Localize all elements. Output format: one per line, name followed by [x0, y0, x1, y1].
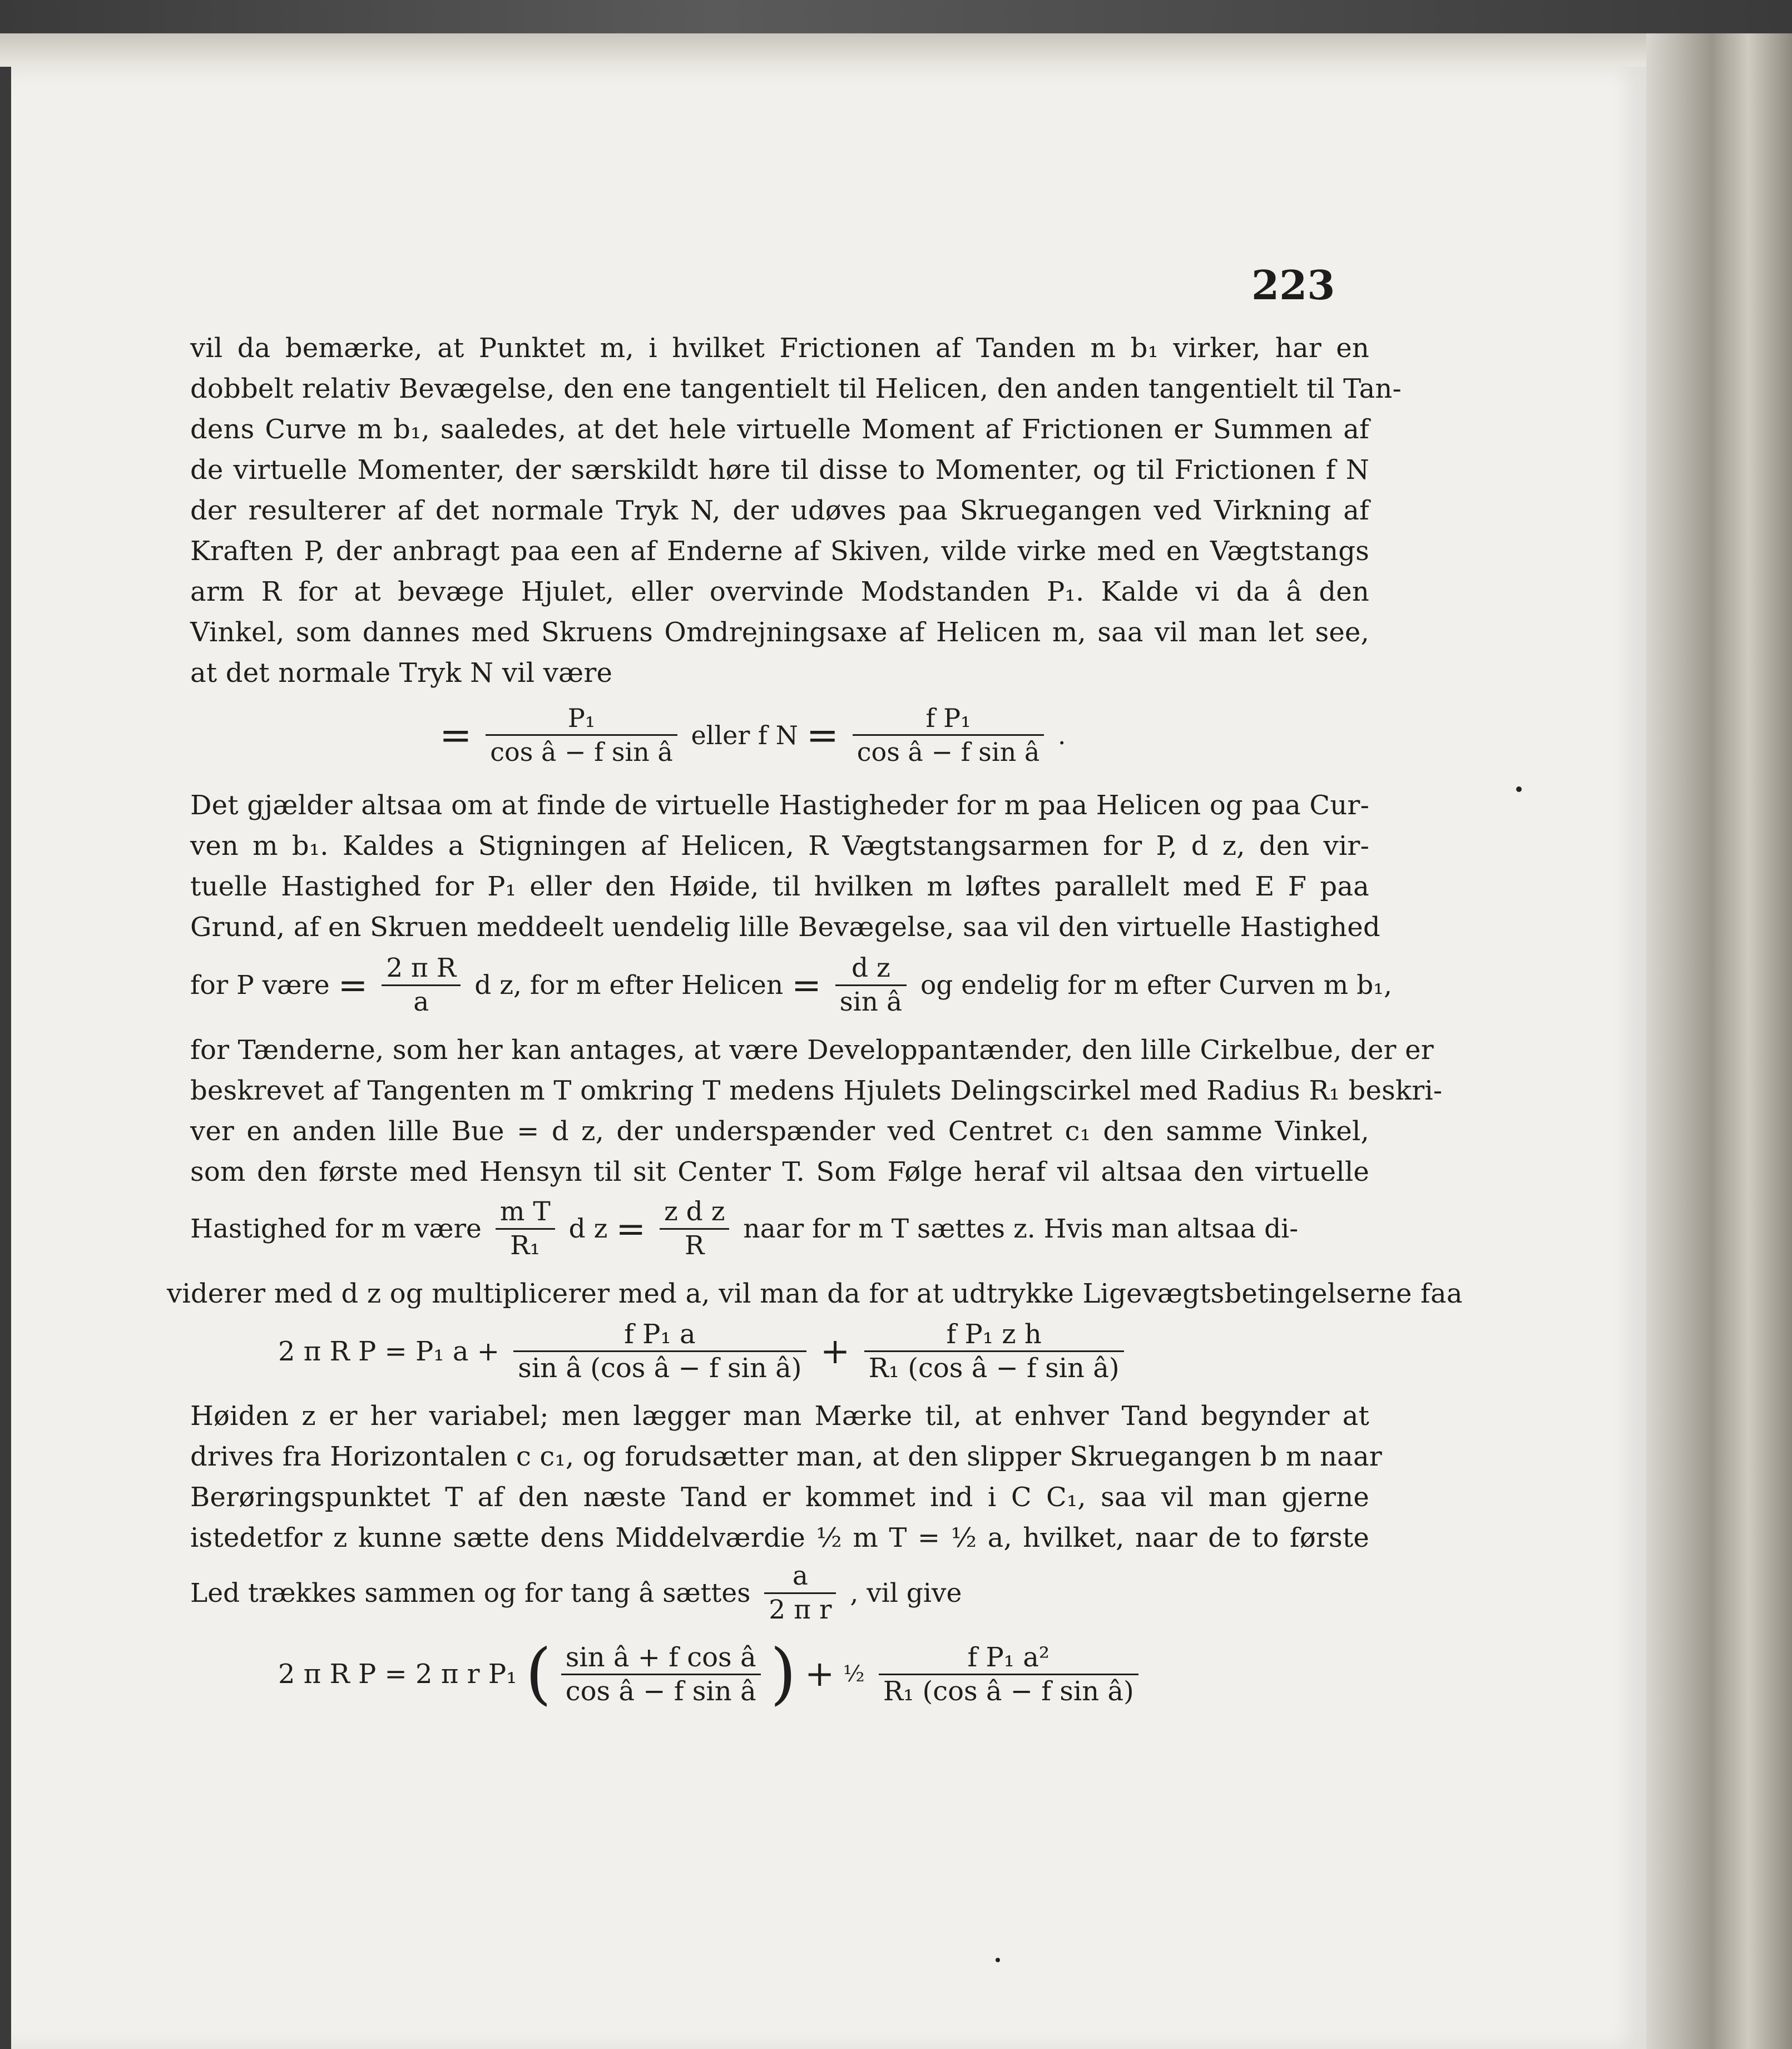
- body-text: [190, 785, 1380, 948]
- formula-text: d z: [568, 1214, 608, 1244]
- body-text: [190, 1396, 1382, 1558]
- numerator: m T: [496, 1196, 555, 1230]
- paragraph-2: [190, 785, 1380, 948]
- equals-sign: =: [616, 1208, 646, 1250]
- fraction: [660, 1196, 730, 1262]
- paragraph-5: [190, 1396, 1382, 1558]
- ink-speck: [996, 1958, 1000, 1962]
- fraction: [835, 952, 907, 1018]
- numerator: z d z: [660, 1196, 730, 1230]
- numerator: f P₁ a²: [879, 1641, 1138, 1675]
- numerator: sin â + f cos â: [561, 1641, 761, 1675]
- formula-text: og endelig for m efter Curven m b₁,: [920, 970, 1392, 1001]
- text-line: arm R for at bevæge Hjulet, eller overvinde Modstanden P₁. Kalde vi da â den: [190, 576, 1369, 607]
- formula-text: , vil give: [850, 1578, 962, 1608]
- text-line: for Tænderne, som her kan antages, at være Developpantænder, den lille Cirkelbue, der er: [190, 1035, 1434, 1066]
- fraction: [879, 1641, 1138, 1708]
- formula-velocity: [190, 952, 1392, 1018]
- left-paren: (: [525, 1635, 552, 1713]
- text-line: de virtuelle Momenter, der særskildt høre til disse to Momenter, og til Frictionen f N: [190, 454, 1369, 486]
- fraction: [853, 702, 1044, 768]
- denominator: cos â − f sin â: [857, 737, 1040, 767]
- denominator: sin â: [839, 987, 903, 1017]
- text-line: dens Curve m b₁, saaledes, at det hele virtuelle Moment af Frictionen er Summen af: [190, 414, 1369, 445]
- denominator: sin â (cos â − f sin â): [518, 1353, 802, 1384]
- text-line: Høiden z er her variabel; men lægger man Mærke til, at enhver Tand begynder at: [190, 1400, 1369, 1432]
- denominator: cos â − f sin â: [490, 737, 673, 767]
- equals-sign: =: [439, 712, 472, 758]
- text-line: Grund, af en Skruen meddeelt uendelig lille Bevægelse, saa vil den virtuelle Hastighed: [190, 912, 1380, 943]
- numerator: 2 π R: [382, 952, 461, 986]
- page-stack-edge: [1646, 33, 1792, 2049]
- text-line: Kraften P, der anbragt paa een af Enderne af Skiven, vilde virke med en Vægtstangs: [190, 536, 1369, 567]
- text-line: tuelle Hastighed for P₁ eller den Høide, til hvilken m løftes parallelt med E F paa: [190, 871, 1369, 902]
- text-line: viderer med d z og multiplicerer med a, vil man da for at udtrykke Ligevægtsbetingelserne faa: [167, 1278, 1463, 1309]
- text-line: vil da bemærke, at Punktet m, i hvilket Frictionen af Tanden m b₁ virker, har en: [190, 333, 1369, 364]
- plus-sign: +: [804, 1654, 835, 1695]
- denominator: a: [413, 987, 429, 1017]
- paragraph-4: [167, 1274, 1463, 1314]
- text-line: ven m b₁. Kaldes a Stigningen af Helicen, R Vægtstangsarmen for P, d z, den vir-: [190, 830, 1369, 862]
- equals-sign: =: [791, 964, 821, 1006]
- formula-final: [278, 1635, 1144, 1713]
- text-line: beskrevet af Tangenten m T omkring T medens Hjulets Delingscirkel med Radius R₁ beskri-: [190, 1075, 1443, 1106]
- equals-sign: =: [338, 964, 368, 1006]
- text-line: Vinkel, som dannes med Skruens Omdrejningsaxe af Helicen m, saa vil man let see,: [190, 617, 1369, 648]
- fraction: [382, 952, 461, 1018]
- denominator: R₁ (cos â − f sin â): [883, 1675, 1134, 1707]
- text-line: istedetfor z kunne sætte dens Middelværdie ½ m T = ½ a, hvilket, naar de to første: [190, 1522, 1369, 1553]
- denominator: cos â − f sin â: [565, 1675, 756, 1707]
- ink-speck: [1516, 786, 1522, 792]
- fraction: [864, 1318, 1124, 1384]
- half-fraction: ½: [843, 1661, 865, 1687]
- text-line: dobbelt relativ Bevægelse, den ene tangentielt til Helicen, den anden tangentielt til Tan-: [190, 373, 1402, 404]
- text-line: drives fra Horizontalen c c₁, og forudsætter man, at den slipper Skruegangen b m naar: [190, 1441, 1382, 1472]
- paragraph-3: [190, 1030, 1443, 1192]
- denominator: R: [685, 1230, 705, 1261]
- numerator: f P₁ z h: [864, 1318, 1124, 1352]
- formula-text: Led trækkes sammen og for tang â sættes: [190, 1578, 751, 1608]
- formula-lhs: 2 π R P = P₁ a +: [278, 1335, 499, 1367]
- formula-end: .: [1057, 720, 1066, 750]
- formula-text: eller f N: [691, 720, 798, 750]
- formula-text: d z, for m efter Helicen: [474, 970, 784, 1001]
- body-text: [167, 1274, 1463, 1314]
- denominator: 2 π r: [769, 1595, 832, 1625]
- fraction: [561, 1641, 761, 1708]
- body-text: [190, 1030, 1443, 1192]
- text-line: at det normale Tryk N vil være: [190, 657, 613, 689]
- equals-sign: =: [806, 712, 839, 758]
- formula-lhs: 2 π R P = 2 π r P₁: [278, 1659, 517, 1690]
- text-line: der resulterer af det normale Tryk N, der udøves paa Skruegangen ved Virkning af: [190, 495, 1369, 526]
- page-edge-top: [0, 33, 1702, 67]
- fraction: [496, 1196, 555, 1262]
- text-line: ver en anden lille Bue = d z, der underspænder ved Centret c₁ den samme Vinkel,: [190, 1116, 1369, 1147]
- denominator: R₁: [510, 1230, 541, 1261]
- formula-tooth-velocity: [190, 1196, 1298, 1262]
- numerator: f P₁ a: [513, 1318, 806, 1352]
- body-text: [190, 328, 1402, 694]
- formula-text: for P være: [190, 970, 330, 1001]
- fraction: [486, 702, 677, 768]
- fraction: [513, 1318, 806, 1384]
- numerator: f P₁: [853, 702, 1044, 736]
- formula-normal-pressure: [439, 702, 1066, 768]
- fraction: [764, 1560, 836, 1626]
- numerator: P₁: [486, 702, 677, 736]
- page-number: 223: [1251, 261, 1335, 309]
- plus-sign: +: [820, 1330, 850, 1372]
- denominator: R₁ (cos â − f sin â): [868, 1353, 1120, 1384]
- numerator: a: [764, 1560, 836, 1594]
- text-line: som den første med Hensyn til sit Center T. Som Følge heraf vil altsaa den virtuelle: [190, 1156, 1369, 1187]
- formula-text: naar for m T sættes z. Hvis man altsaa di-: [743, 1214, 1299, 1244]
- text-line: Det gjælder altsaa om at finde de virtuelle Hastigheder for m paa Helicen og paa Cur-: [190, 790, 1369, 821]
- formula-substitution: [190, 1560, 962, 1626]
- numerator: d z: [835, 952, 907, 986]
- text-line: Berøringspunktet T af den næste Tand er kommet ind i C C₁, saa vil man gjerne: [190, 1482, 1369, 1513]
- formula-text: Hastighed for m være: [190, 1214, 482, 1244]
- right-paren: ): [770, 1635, 796, 1713]
- paragraph-1: [190, 328, 1402, 694]
- formula-equilibrium: [278, 1318, 1130, 1384]
